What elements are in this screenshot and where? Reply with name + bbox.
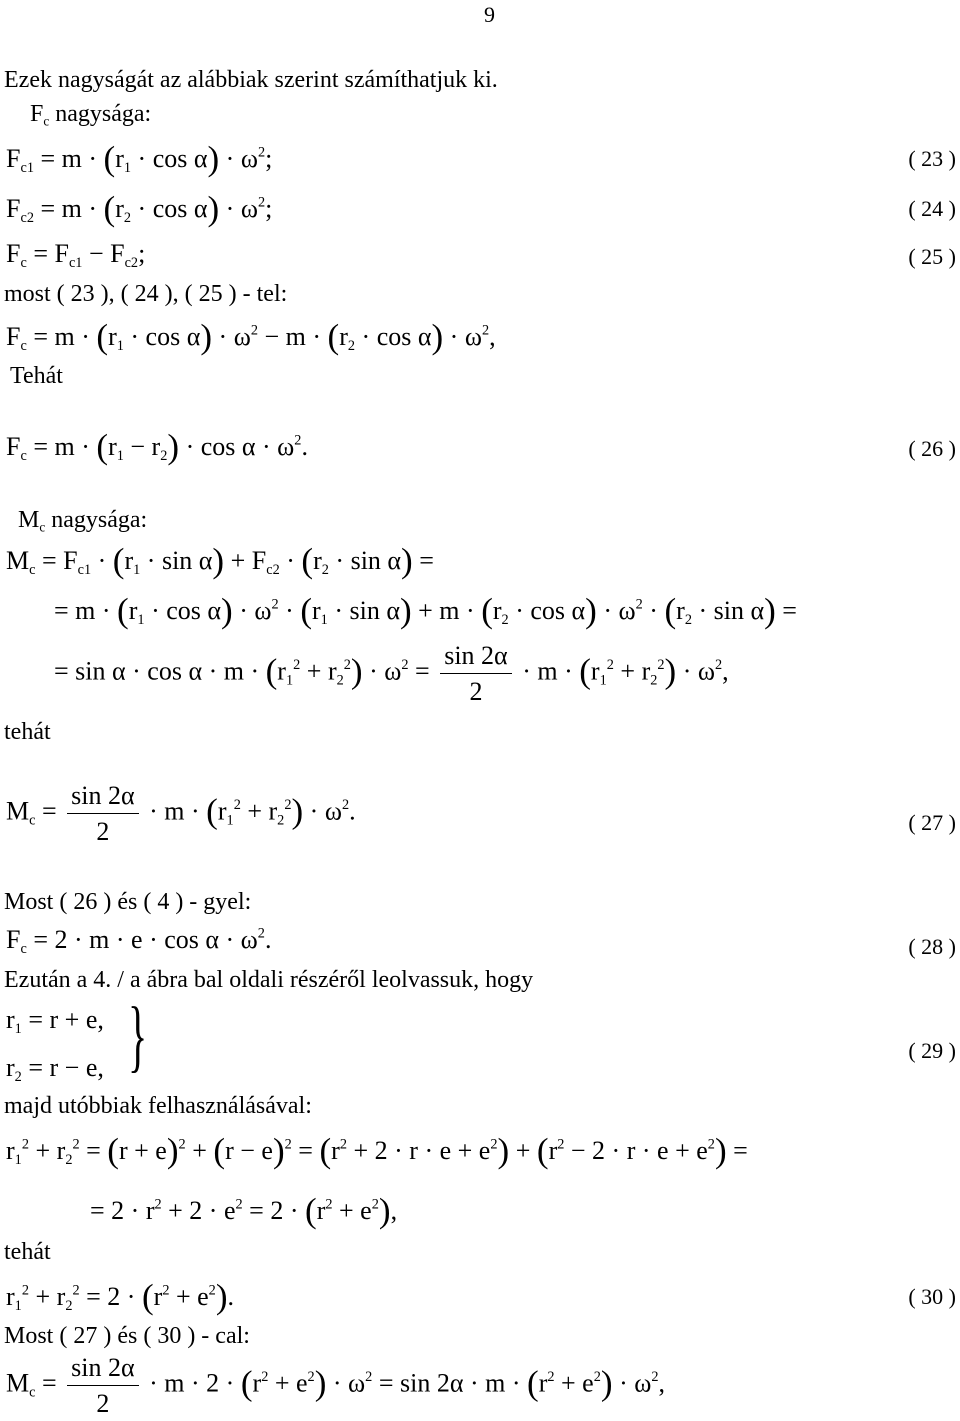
fc-heading: $F_c$ nagysága: [30, 101, 152, 129]
tehat-text-3: tehát [4, 1239, 51, 1265]
ezutan-text: Ezután a 4. / a ábra bal oldali részéről leolvassuk, hogy [4, 967, 534, 993]
most-text-a: most ( 23 ), ( 24 ), ( 25 ) - tel: [4, 281, 288, 307]
equation-number-25: ( 25 ) [908, 244, 956, 269]
equation-mc-3: = $\sin \alpha \cdot \cos \alpha \cdot m \cdot (r_1^2 + r_2^2) \cdot \omega^2$ = $\frac{\sin 2\alpha}{2}$ · $m \cdot (r_1^2 + r_2^2) \cdot \omega^2$, [54, 641, 729, 707]
equation-30: $r_1^2 + r_2^2 = 2 \cdot (r^2 + e^2)$. [6, 1277, 235, 1316]
equation-mc-2: = $m \cdot (r_1 \cdot \cos \alpha) \cdot \omega^2 \cdot (r_1 \cdot \sin \alpha) + m \cdot (r_2 \cdot \cos \alpha) \cdot \omega^2 \cdot (r_2 \cdot \sin \alpha)$ = [54, 591, 797, 630]
fraction-sin2a-over-2: $\frac{\sin 2\alpha}{2}$ [440, 640, 511, 707]
majd-text: majd utóbbiak felhasználásával: [4, 1093, 312, 1119]
equation-final: $M_c$ = $\frac{\sin 2\alpha}{2}$ · $m \cdot 2 \cdot (r^2 + e^2) \cdot \omega^2 = \sin 2\alpha \cdot m \cdot (r^2 + e^2) \cdot \omega^2$, [6, 1353, 665, 1419]
equation-sum-2: = $2 \cdot r^2 + 2 \cdot e^2 = 2 \cdot (r^2 + e^2)$, [90, 1191, 398, 1230]
equation-23: $F_{c1} = m \cdot (r_1 \cdot \cos \alpha) \cdot \omega^2$; [6, 139, 273, 178]
equation-25: $F_c = F_{c1} - F_{c2}$; [6, 239, 146, 271]
equation-mc-1: $M_c = F_{c1} \cdot (r_1 \cdot \sin \alpha) + F_{c2} \cdot (r_2 \cdot \sin \alpha)$ = [6, 541, 434, 580]
equation-28: $F_c = 2 \cdot m \cdot e \cdot \cos \alpha \cdot \omega^2$. [6, 925, 272, 957]
equation-number-23: ( 23 ) [908, 146, 956, 171]
equation-29-r2: $r_2 = r - e$, [6, 1053, 104, 1085]
most-text-c: Most ( 27 ) és ( 30 ) - cal: [4, 1323, 250, 1349]
equation-number-27: ( 27 ) [908, 810, 956, 835]
equation-number-29: ( 29 ) [908, 1038, 956, 1063]
tehat-text-2: tehát [4, 719, 51, 745]
tehat-text-1: Tehát [10, 363, 63, 389]
equation-27: $M_c$ = $\frac{\sin 2\alpha}{2}$ · $m \cdot (r_1^2 + r_2^2) \cdot \omega^2$. [6, 781, 356, 847]
equation-29-r1: $r_1 = r + e$, [6, 1005, 104, 1037]
mc-heading: $M_c$ nagysága: [18, 507, 148, 535]
equation-number-30: ( 30 ) [908, 1284, 956, 1309]
right-brace: } [128, 992, 148, 1080]
equation-number-28: ( 28 ) [908, 934, 956, 959]
equation-number-24: ( 24 ) [908, 196, 956, 221]
equation-sum-1: $r_1^2 + r_2^2 = (r + e)^2 + (r - e)^2 = (r^2 + 2 \cdot r \cdot e + e^2) + (r^2 - 2 \cdot r \cdot e + e^2)$ = [6, 1131, 748, 1170]
intro-text: Ezek nagyságát az alábbiak szerint számíthatjuk ki. [4, 67, 498, 93]
most-text-b: Most ( 26 ) és ( 4 ) - gyel: [4, 889, 252, 915]
equation-26: $F_c = m \cdot (r_1 - r_2) \cdot \cos \alpha \cdot \omega^2$. [6, 427, 308, 466]
page-number: 9 [484, 2, 495, 27]
equation-24: $F_{c2} = m \cdot (r_2 \cdot \cos \alpha) \cdot \omega^2$; [6, 189, 273, 228]
equation-fc-expanded: $F_c = m \cdot (r_1 \cdot \cos \alpha) \cdot \omega^2 - m \cdot (r_2 \cdot \cos \alpha) \cdot \omega^2$, [6, 317, 496, 356]
equation-number-26: ( 26 ) [908, 436, 956, 461]
